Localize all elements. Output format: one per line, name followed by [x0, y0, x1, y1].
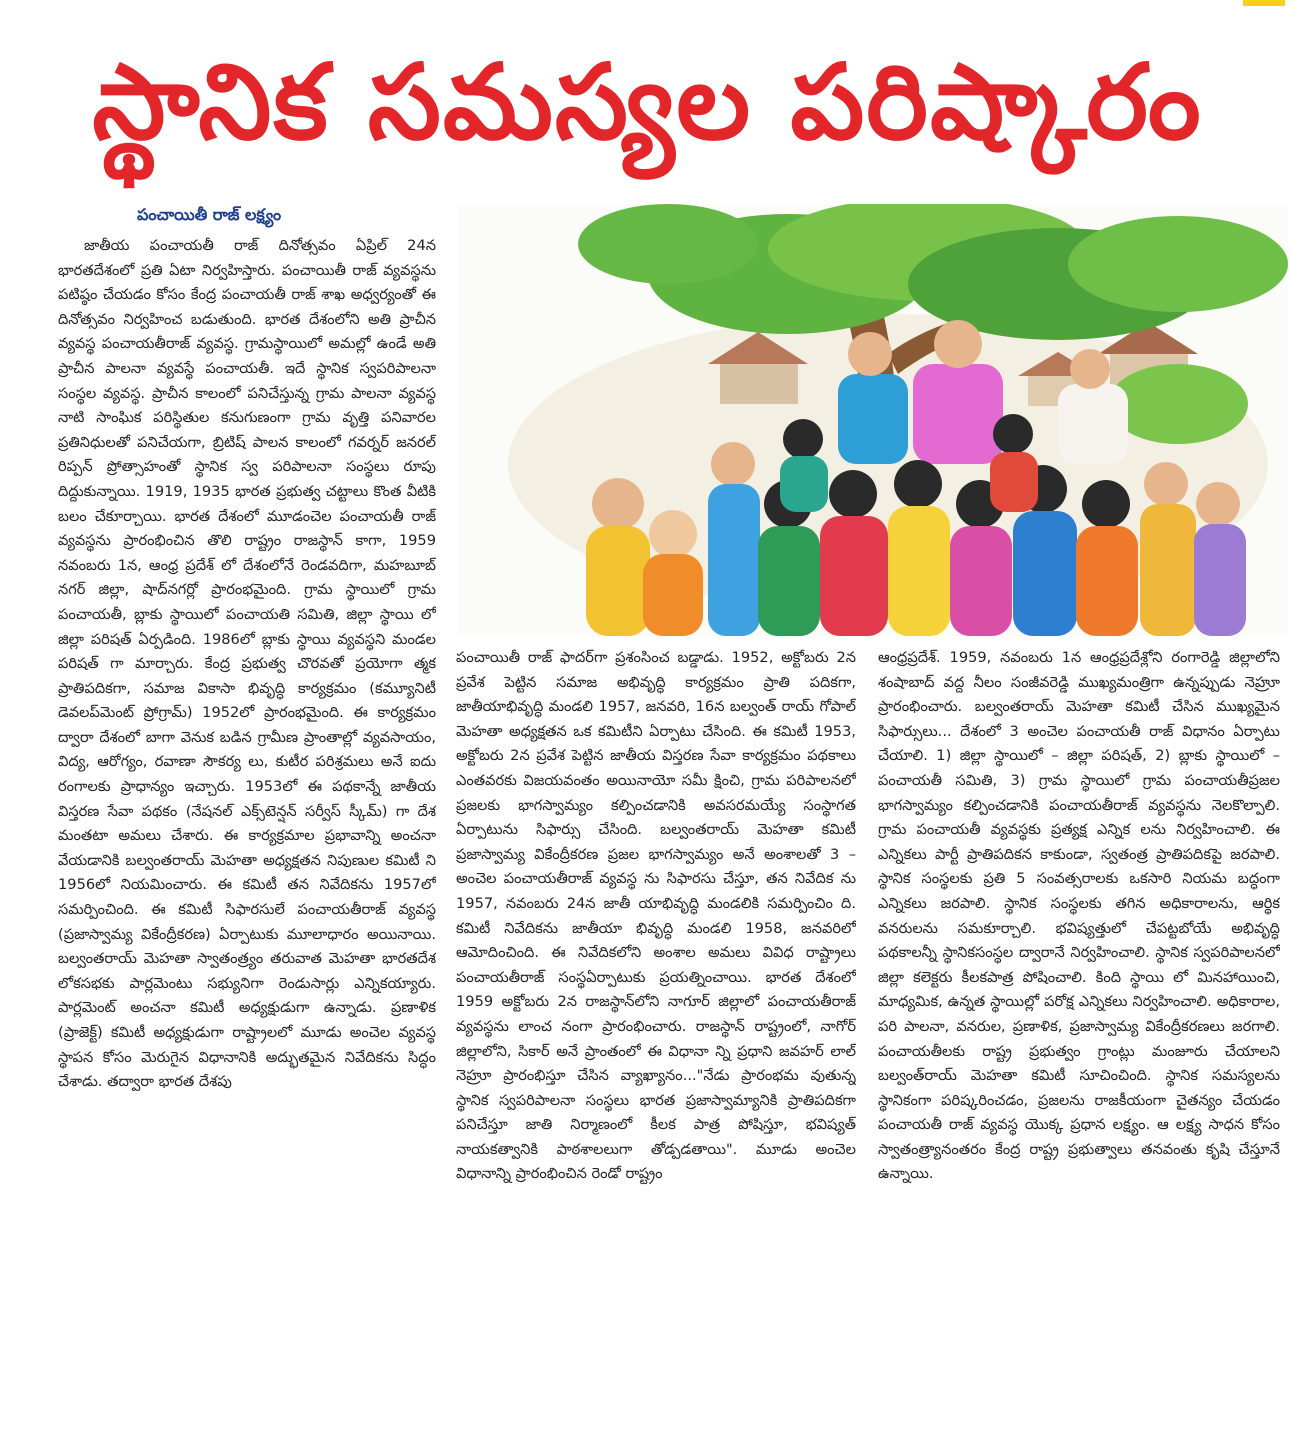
column-1-text: జాతీయ పంచాయతీ రాజ్ దినోత్సవం ఏప్రిల్ 24న భారతదేశంలో ప్రతి ఏటా నిర్వహిస్తారు. పంచాయితీ రాజ్ వ్యవస్థను పటిష్ఠం చేయడం కోసం కేంద్ర పంచాయతీ రాజ్ శాఖ అధ్వర్యంతో ఈ దినోత్సవం నిర్వహించ బడుతుంది. భారత దేశంలోని అతి ప్రాచీన వ్యవస్థ పంచాయతీరాజ్ వ్యవస్థ. గ్రామస్థాయిలో అమల్లో ఉండే అతి ప్రాచీన పాలనా వ్యవస్థే పంచాయతీ. ఇదే స్థానిక స్వపరిపాలనా సంస్థల వ్యవస్థ. ప్రాచీన కాలంలో పనిచేస్తున్న గ్రామ పాలనా వ్యవస్థ నాటి సాంఘిక పరిస్థితుల కనుగుణంగా గ్రామ వృత్తి పనివారల ప్రతినిధులతో పనిచేయగా, బ్రిటిష్ పాలన కాలంలో గవర్నర్ జనరల్ రిప్పన్ ప్రోత్సాహంతో స్థానిక స్వ పరిపాలనా సంస్థలు రూపు దిద్దుకున్నాయి. 1919, 1935 భారత ప్రభుత్వ చట్టాలు కొంత వీటికి బలం చేకూర్చాయి. భారత దేశంలో మూడంచెల పంచాయతీ రాజ్ వ్యవస్థను ప్రారంభించిన తొలి రాష్ట్రం రాజస్థాన్ కాగా, 1959 నవంబరు 1న, ఆంధ్ర ప్రదేశ్ లో దేశంలోనే రెండవదిగా, మహబూబ్ నగర్ జిల్లా, షాద్‌నగర్లో ప్రారంభమైంది. గ్రామ స్థాయిలో గ్రామ పంచాయతీ, బ్లాకు స్థాయిలో పంచాయతి సమితి, జిల్లా స్థాయి లో జిల్లా పరిషత్ ఏర్పడింది. 1986లో బ్లాకు స్థాయి వ్యవస్థని మండల పరిషత్ గా మార్చారు. కేంద్ర ప్రభుత్వ చొరవతో ప్రయోగా త్మక ప్రాతిపదికగా, సమాజ వికాసా భివృద్ధి కార్యక్రమం (కమ్యూనిటీ డెవలప్‌మెంట్ ప్రోగ్రామ్) 1952లో ప్రారంభమైంది. ఈ కార్యక్రమం ద్వారా దేశంలో బాగా వెనుక బడిన గ్రామీణ ప్రాంతాల్లో వ్యవసాయం, విద్య, ఆరోగ్యం, రవాణా సౌకర్య లు, కుటీర పరిశ్రమలు అనే ఐదు రంగాలకు ప్రాధాన్యం ఇచ్చారు. 1953లో ఈ పథకాన్నే జాతీయ విస్తరణ సేవా పథకం (నేషనల్ ఎక్స్‌టెన్షన్ సర్వీస్ స్కీమ్) గా దేశ మంతటా అమలు చేశారు. ఈ కార్యక్రమాల ప్రభావాన్ని అంచనా వేయడానికి బల్వంతరాయ్ మెహతా అధ్యక్షతన నిపుణుల కమిటీ ని 1956లో నియమించారు. ఈ కమిటీ తన నివేదికను 1957లో సమర్పించింది. ఈ కమిటీ సిఫారసులే పంచాయతీరాజ్ వ్యవస్థ (ప్రజాస్వామ్య వికేంద్రీకరణ) ఏర్పాటుకు మూలాధారం అయినాయి. బల్వంతరాయ్ మెహతా స్వాతంత్ర్యం తరువాత మెహతా భారతదేశ లోకసభకు పార్లమెంటు సభ్యునిగా రెండుసార్లు ఎన్నికయ్యారు. పార్లమెంట్ అంచనా కమిటీ అధ్యక్షుడుగా ఉన్నాడు. ప్రణాళిక (ప్రాజెక్ట్) కమిటీ అధ్యక్షుడుగా రాష్ట్రాలలో మూడు అంచెల వ్యవస్థ స్థాపన కోసం మెరుగైన విధానానికి అద్భుతమైన నివేదికను సిద్ధం చేశాడు. తద్వారా భారత దేశపు [58, 237, 436, 1091]
article-column-3 [878, 646, 1280, 1452]
corner-color-tag [1243, 0, 1285, 6]
headline: స్థానిక సమస్యల పరిష్కారం [92, 41, 1203, 163]
subheading-kicker: పంచాయితీ రాజ్ లక్ష్యం [137, 205, 282, 224]
column-2-text: పంచాయితీ రాజ్ ఫాదర్‌గా ప్రశంసించ బడ్డాడు. 1952, అక్టోబరు 2న ప్రవేశ పెట్టిన సమాజ అభివృద్ధి కార్యక్రమం ప్రాతి పదికగా, జాతీయాభివృద్ధి మండలి 1957, జనవరి, 16న బల్వంత్ రాయ్ గోపాల్ మెహతా అధ్యక్షతన ఒక కమిటీని ఏర్పాటు చేసింది. ఈ కమిటీ 1953, అక్టోబరు 2న ప్రవేశ పెట్టిన జాతీయ విస్తరణ సేవా కార్యక్రమం పథకాలు ఎంతవరకు విజయవంతం అయినాయో సమీ క్షించి, గ్రామ పరిపాలనలో ప్రజలకు భాగస్వామ్యం కల్పించడానికి అవసరమయ్యే సంస్థాగత ఏర్పాటును సిఫార్సు చేసింది. బల్వంతరాయ్ మెహతా కమిటీ ప్రజాస్వామ్య వికేంద్రీకరణ ప్రజల భాగస్వామ్యం అనే అంశాలతో 3 – అంచెల పంచాయతీరాజ్ వ్యవస్థ ను సిఫారసు చేస్తూ, తన నివేదిక ను 1957, నవంబరు 24న జాతీ యాభివృద్ధి మండలికి సమర్పించిం ది. కమిటీ నివేదికను జాతీయా భివృద్ధి మండలి 1958, జనవరిలో ఆమోదించింది. ఈ నివేదికలోని అంశాల అమలు వివిధ రాష్ట్రాలు పంచాయతీరాజ్ సంస్థఏర్పాటుకు ప్రయత్నించాయి. భారత దేశంలో 1959 అక్టోబరు 2న రాజస్థాన్‌లోని నాగూర్ జిల్లాలో పంచాయతీరాజ్ వ్యవస్థను లాంచ నంగా ప్రారంభించారు. రాజస్థాన్ రాష్ట్రంలో, నాగోర్ జిల్లాలోని, సికార్ అనే ప్రాంతంలో ఈ విధానా న్ని ప్రధాని జవహర్ లాల్ నెహ్రూ ప్రారంభిస్తూ చేసిన వ్యాఖ్యానం..."నేడు ప్రారంభమ వుతున్న స్థానిక స్వపరిపాలనా సంస్థలు భారత ప్రజాస్వామ్యానికి ప్రాతిపదికగా పనిచేస్తూ జాతి నిర్మాణంలో కీలక పాత్ర పోషిస్తూ, భవిష్యత్ నాయకత్వానికి పాఠశాలలుగా తోడ్పడతాయి". మూడు అంచెల విధానాన్ని ప్రారంభించిన రెండో రాష్ట్రం [456, 649, 856, 1183]
village-meeting-icon [458, 204, 1288, 636]
article-column-2 [456, 646, 856, 1452]
column-3-text: ఆంధ్రప్రదేశ్. 1959, నవంబరు 1న ఆంధ్రప్రదేశ్లోని రంగారెడ్డి జిల్లాలోని శంషాబాద్ వద్ద నీలం సంజీవరెడ్డి ముఖ్యమంత్రిగా ఉన్నప్పుడు నెహ్రూ ప్రారంభించారు. బల్వంతరాయ్ మెహతా కమిటీ చేసిన ముఖ్యమైన సిఫార్సులు... దేశంలో 3 అంచెల పంచాయతీ రాజ్ విధానం ఏర్పాటు చేయాలి. 1) జిల్లా స్థాయిలో – జిల్లా పరిషత్, 2) బ్లాకు స్థాయిలో – పంచాయతీ సమితి, 3) గ్రామ స్థాయిలో గ్రామ పంచాయతీప్రజల భాగస్వామ్యం కల్పించడానికి పంచాయతీరాజ్ వ్యవస్థను నెలకొల్పాలి. గ్రామ పంచాయతీ వ్యవస్థకు ప్రత్యక్ష ఎన్నిక లను నిర్వహించాలి. ఈ ఎన్నికలు పార్టీ ప్రాతిపదికన కాకుండా, స్వతంత్ర ప్రాతిపదికపై జరపాలి. స్థానిక సంస్థలకు ప్రతి 5 సంవత్సరాలకు ఒకసారి నియమ బద్ధంగా ఎన్నికలు జరపాలి. స్థానిక సంస్థలకు తగిన అధికారాలను, ఆర్థిక వనరులను సమకూర్చాలి. భవిష్యత్తులో చేపట్టబోయే అభివృద్ధి పథకాలన్నీ స్థానికసంస్థల ద్వారానే నిర్వహించాలి. స్థానిక స్వపరిపాలనలో జిల్లా కలెక్టరు కీలకపాత్ర పోషించాలి. కింది స్థాయి లో మినహాయించి, మాధ్యమిక, ఉన్నత స్థాయిల్లో పరోక్ష ఎన్నికలు నిర్వహించాలి. అధికారాల, పరి పాలనా, వనరుల, ప్రణాళిక, ప్రజాస్వామ్య వికేంద్రీకరణలు జరగాలి. పంచాయతీలకు రాష్ట్ర ప్రభుత్వం గ్రాంట్లు మంజూరు చేయాలని బల్వంత్‌రాయ్ మెహతా కమిటీ సూచించింది. స్థానిక సమస్యలను స్థానికంగా పరిష్కరించడం, ప్రజలను రాజకీయంగా చైతన్యం చేయడం పంచాయతీ రాజ్ వ్యవస్థ యొక్క ప్రధాన లక్ష్యం. ఆ లక్ష్య సాధన కోసం స్వాతంత్ర్యానంతరం కేంద్ర రాష్ట్ర ప్రభుత్వాలు తనవంతు కృషి చేస్తూనే ఉన్నాయి. [878, 649, 1280, 1183]
panchayat-illustration [458, 204, 1288, 636]
article-column-1 [58, 234, 436, 1450]
